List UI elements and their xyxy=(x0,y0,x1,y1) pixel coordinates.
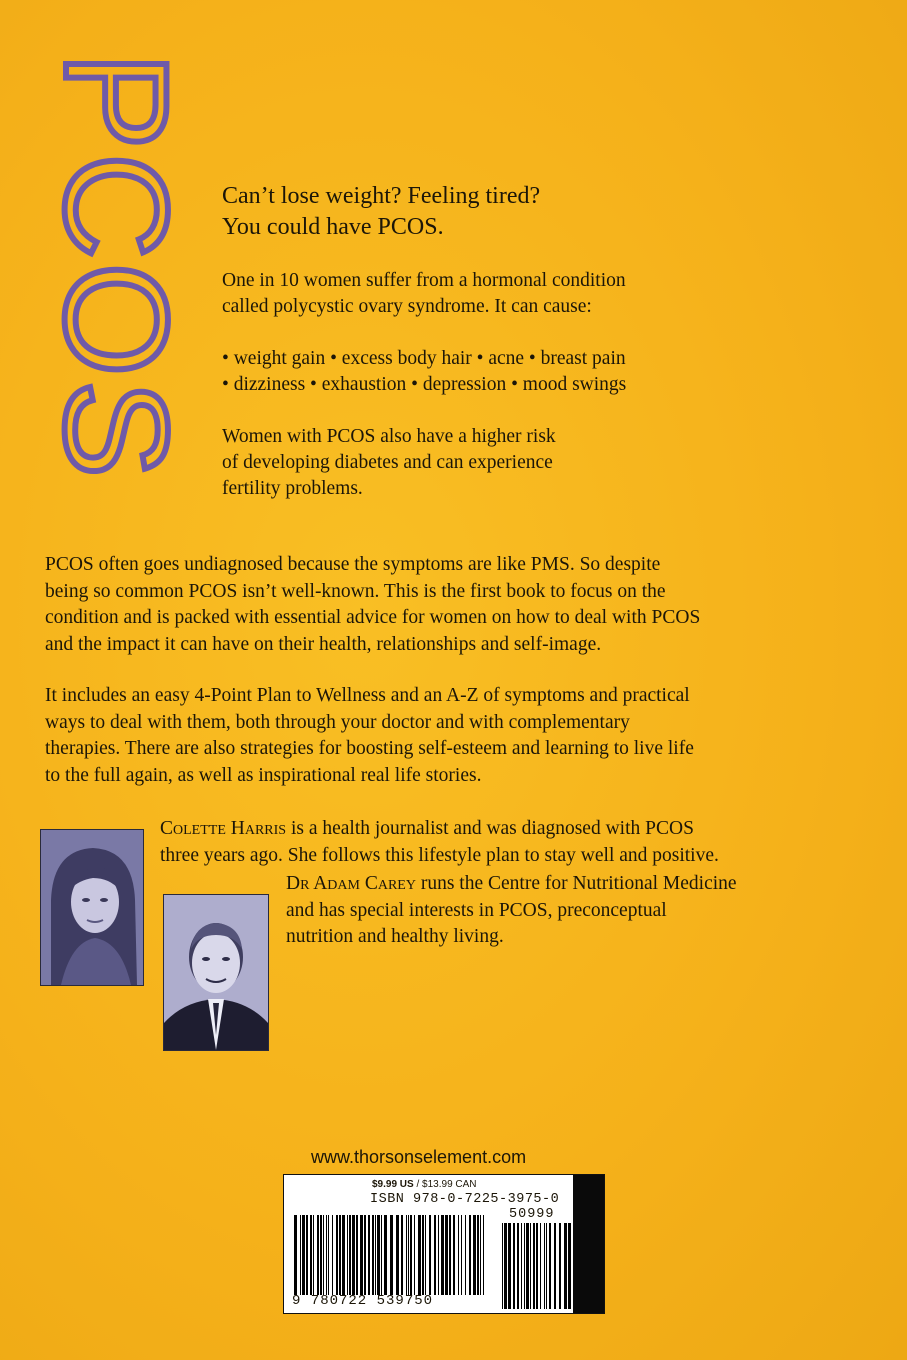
barcode-bar xyxy=(339,1215,341,1295)
intro-paragraph xyxy=(222,268,862,320)
intro-block xyxy=(222,181,862,528)
barcode-bar xyxy=(336,1215,338,1295)
text-line: condition and is packed with essential advice for women on how to deal with PCOS xyxy=(45,607,701,628)
barcode-bar xyxy=(306,1215,308,1295)
barcode-bar xyxy=(517,1223,519,1309)
barcode-bar xyxy=(564,1223,567,1309)
barcode-bar xyxy=(453,1215,455,1295)
description-paragraph-1 xyxy=(45,552,845,658)
author-bio-colette-harris xyxy=(160,816,880,869)
barcode-bar xyxy=(461,1215,462,1295)
price-us: $9.99 US xyxy=(372,1179,414,1190)
barcode-bar xyxy=(377,1215,380,1295)
text-line: three years ago. She follows this lifestyle plan to stay well and positive. xyxy=(160,844,719,866)
barcode-bar xyxy=(294,1215,297,1295)
spine-title-graphic xyxy=(18,48,198,518)
barcode-bar xyxy=(549,1223,551,1309)
barcode-bar xyxy=(458,1215,459,1295)
barcode-bar xyxy=(368,1215,370,1295)
barcode-bar xyxy=(364,1215,366,1295)
barcode-bar xyxy=(559,1223,561,1309)
barcode-bar xyxy=(352,1215,355,1295)
author-photo-adam-carey xyxy=(163,894,269,1051)
barcode-bar xyxy=(396,1215,399,1295)
barcode-bar xyxy=(320,1215,322,1295)
description-paragraph-2 xyxy=(45,683,845,789)
barcode-bar xyxy=(302,1215,305,1295)
text-line: of developing diabetes and can experience xyxy=(222,452,553,473)
barcode-bar xyxy=(536,1223,538,1309)
barcode-bar xyxy=(360,1215,363,1295)
barcode-bar xyxy=(546,1223,547,1309)
barcode-edge-strip xyxy=(573,1175,604,1313)
portrait-man-graphic xyxy=(164,895,268,1050)
ean-digits: 9 780722 539750 xyxy=(292,1293,434,1309)
publisher-website[interactable]: www.thorsonselement.com xyxy=(311,1147,527,1167)
barcode-bar xyxy=(401,1215,403,1295)
barcode-bar xyxy=(445,1215,448,1295)
symptom-line: • dizziness • exhaustion • depression • mood swings xyxy=(222,374,627,395)
portrait-woman-graphic xyxy=(41,830,143,985)
text-line: nutrition and healthy living. xyxy=(286,926,504,947)
barcode-bar xyxy=(480,1215,481,1295)
symptom-line: • weight gain • excess body hair • acne • breast pain xyxy=(222,348,626,369)
barcode-bar xyxy=(390,1215,393,1295)
barcode-bar xyxy=(502,1223,503,1309)
barcode-bar xyxy=(469,1215,471,1295)
barcode-bar xyxy=(554,1223,556,1309)
headline xyxy=(222,181,862,243)
text-line: to the full again, as well as inspirational real life stories. xyxy=(45,764,482,786)
ean-barcode xyxy=(294,1215,484,1295)
barcode-bar xyxy=(568,1223,571,1309)
headline-line: You could have PCOS. xyxy=(222,214,444,240)
barcode-bar xyxy=(540,1223,541,1309)
barcode-bar xyxy=(530,1223,531,1309)
barcode-bar xyxy=(317,1215,319,1295)
risk-paragraph xyxy=(222,424,862,502)
price-label xyxy=(372,1179,477,1190)
barcode-bar xyxy=(533,1223,535,1309)
barcode-bar xyxy=(449,1215,451,1295)
barcode-bar xyxy=(328,1215,329,1295)
author-name: Colette Harris xyxy=(160,818,287,839)
headline-line: Can’t lose weight? Feeling tired? xyxy=(222,183,541,209)
barcode-bar xyxy=(347,1215,348,1295)
barcode-bar xyxy=(465,1215,466,1295)
text-line: One in 10 women suffer from a hormonal condition xyxy=(222,270,626,291)
barcode-bar xyxy=(425,1215,426,1295)
barcode-bar xyxy=(434,1215,436,1295)
price-addon-number: 50999 xyxy=(509,1207,555,1222)
barcode-bar xyxy=(422,1215,424,1295)
barcode-bar xyxy=(375,1215,376,1295)
barcode-bar xyxy=(524,1223,525,1309)
barcode-bar xyxy=(477,1215,479,1295)
symptom-list xyxy=(222,346,862,398)
barcode-bar xyxy=(342,1215,345,1295)
barcode-bar xyxy=(406,1215,407,1295)
barcode-bar xyxy=(326,1215,327,1295)
barcode-bar xyxy=(384,1215,387,1295)
barcode-bar xyxy=(313,1215,314,1295)
text-line xyxy=(160,816,880,843)
barcode-box xyxy=(283,1174,605,1314)
barcode-bar xyxy=(349,1215,351,1295)
barcode-bar xyxy=(332,1215,333,1295)
barcode-bar xyxy=(441,1215,444,1295)
barcode-bar xyxy=(429,1215,431,1295)
barcode-bar xyxy=(526,1223,529,1309)
author-name: Dr Adam Carey xyxy=(286,873,416,894)
text-line: fertility problems. xyxy=(222,478,363,499)
price-can: / $13.99 CAN xyxy=(413,1179,477,1190)
barcode-bar xyxy=(323,1215,324,1295)
addon-barcode-bars xyxy=(502,1223,572,1309)
barcode-bar xyxy=(356,1215,358,1295)
addon-barcode xyxy=(502,1223,572,1309)
author-photo-colette-harris xyxy=(40,829,144,986)
text-line: therapies. There are also strategies for boosting self-esteem and learning to live life xyxy=(45,738,694,759)
text-span: runs the Centre for Nutritional Medicine xyxy=(415,873,737,894)
text-line: ways to deal with them, both through your doctor and with complementary xyxy=(45,711,630,733)
ean-barcode-bars xyxy=(294,1215,484,1295)
spine-title xyxy=(18,48,198,518)
barcode-bar xyxy=(473,1215,476,1295)
text-line: It includes an easy 4-Point Plan to Wellness and an A-Z of symptoms and practical xyxy=(45,685,690,706)
barcode-bar xyxy=(483,1215,484,1295)
text-line: and has special interests in PCOS, preconceptual xyxy=(286,899,667,921)
barcode-bar xyxy=(300,1215,301,1295)
text-line xyxy=(286,871,866,898)
barcode-bar xyxy=(414,1215,415,1295)
barcode-bar xyxy=(418,1215,421,1295)
text-line: being so common PCOS isn’t well-known. This is the first book to focus on the xyxy=(45,580,666,602)
barcode-bar xyxy=(513,1223,515,1309)
text-line: PCOS often goes undiagnosed because the symptoms are like PMS. So despite xyxy=(45,554,661,575)
barcode-bar xyxy=(410,1215,412,1295)
text-line: and the impact it can have on their health, relationships and self-image. xyxy=(45,633,602,655)
text-line: called polycystic ovary syndrome. It can cause: xyxy=(222,296,592,317)
barcode-bar xyxy=(544,1223,545,1309)
barcode-bar xyxy=(504,1223,507,1309)
text-span: is a health journalist and was diagnosed with PCOS xyxy=(286,818,694,839)
barcode-bar xyxy=(372,1215,374,1295)
barcode-bar xyxy=(508,1223,511,1309)
barcode-bar xyxy=(521,1223,522,1309)
barcode-bar xyxy=(310,1215,312,1295)
barcode-bar xyxy=(381,1215,382,1295)
text-line: Women with PCOS also have a higher risk xyxy=(222,426,556,447)
barcode-bar xyxy=(438,1215,439,1295)
author-bio-adam-carey xyxy=(286,871,866,951)
isbn-number: ISBN 978-0-7225-3975-0 xyxy=(370,1192,560,1207)
spine-title-text: PCOS xyxy=(35,52,198,482)
barcode-bar xyxy=(408,1215,409,1295)
